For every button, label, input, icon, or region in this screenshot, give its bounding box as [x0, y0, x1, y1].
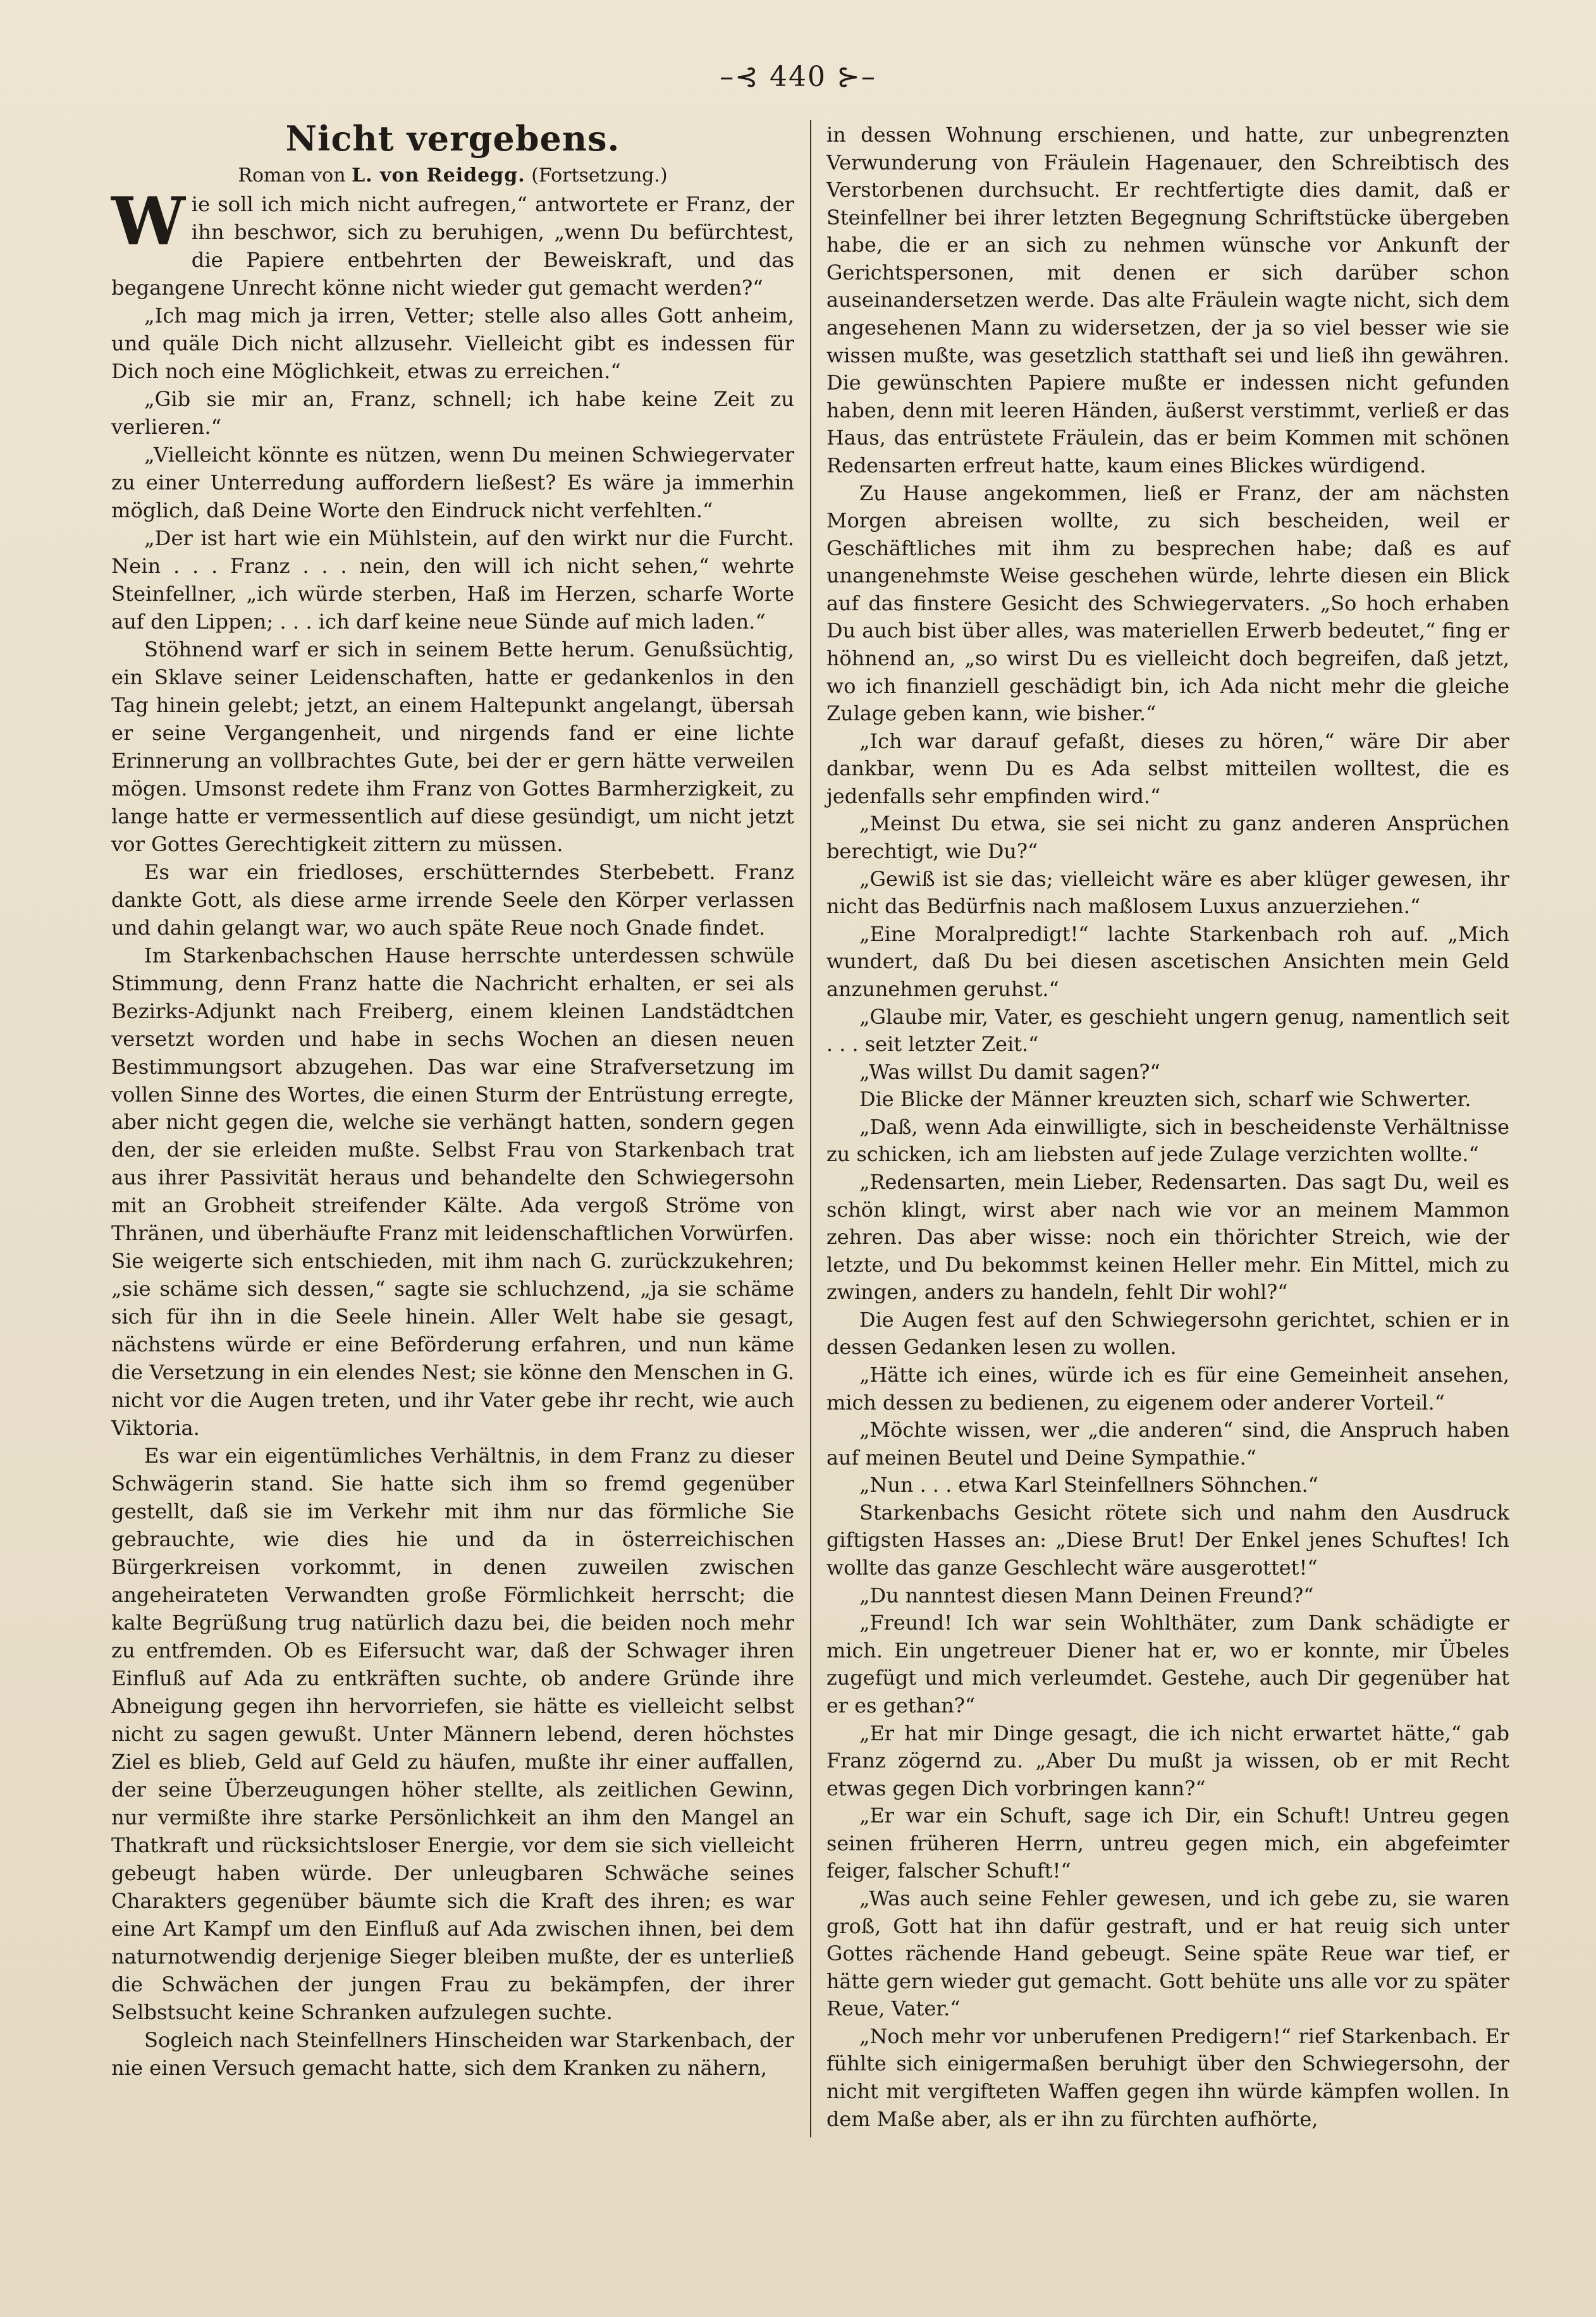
paragraph: „Er hat mir Dinge gesagt, die ich nicht erwartet hätte,“ gab Franz zögernd zu. „Aber Du mußt ja wissen, ob er mit Recht etwas gegen Dich vorbringen kann?“	[826, 1721, 1509, 1800]
article-title: Nicht vergebens.	[285, 118, 620, 159]
left-column	[111, 114, 794, 2082]
right-column	[826, 121, 1509, 2133]
paragraph: Zu Hause angekommen, ließ er Franz, der am nächsten Morgen abreisen wollte, zu sich bescheiden, weil er Geschäftliches mit ihm zu besprechen habe; daß es auf unangenehmste Weise geschehen würde, lehrte diesen ein Blick auf das finstere Gesicht des Schwiegervaters. „So hoch erhaben Du auch bist über alles, was materiellen Erwerb bedeutet,“ fing er höhnend an, „so wirst Du es vielleicht doch begreifen, daß jetzt, wo ich finanziell geschädigt bin, ich Ada nicht mehr die gleiche Zulage geben kann, wie bisher.“	[826, 481, 1509, 726]
paragraph: „Ich war darauf gefaßt, dieses zu hören,“ wäre Dir aber dankbar, wenn Du es Ada selbst mitteilen wolltest, die es jedenfalls sehr empfinden wird.“	[826, 728, 1509, 808]
paragraph: „Was auch seine Fehler gewesen, und ich gebe zu, sie waren groß, Gott hat ihn dafür gestraft, und er hat reuig sich unter Gottes rächende Hand gebeugt. Seine späte Reue war tief, er hätte gern wieder gut gemacht. Gott behüte uns alle vor zu später Reue, Vater.“	[826, 1886, 1509, 2021]
paragraph: „Du nanntest diesen Mann Deinen Freund?“	[859, 1583, 1314, 1607]
paragraph: „Was willst Du damit sagen?“	[859, 1059, 1160, 1084]
paragraph: „Meinst Du etwa, sie sei nicht zu ganz anderen Ansprüchen berechtigt, wie Du?“	[826, 811, 1509, 864]
paragraph: Die Blicke der Männer kreuzten sich, scharf wie Schwerter.	[859, 1087, 1471, 1112]
left-column-body	[111, 302, 794, 2082]
paragraph: „Daß, wenn Ada einwilligte, sich in bescheidenste Verhältnisse zu schicken, ich am liebsten auf jede Zulage verzichten wollte.“	[826, 1114, 1509, 1167]
page-number-ornament-left: –⊰	[720, 61, 770, 93]
paragraph: Starkenbachs Gesicht rötete sich und nahm den Ausdruck giftigsten Hasses an: „Diese Brut! Der Enkel jenes Schuftes! Ich wollte das ganze Geschlecht wäre ausgerottet!“	[826, 1500, 1509, 1580]
paragraph: „Er war ein Schuft, sage ich Dir, ein Schuft! Untreu gegen seinen früheren Herrn, untreu gegen mich, ein abgefeimter feiger, falscher Schuft!“	[826, 1804, 1509, 1883]
paragraph: Stöhnend warf er sich in seinem Bette herum. Genußsüchtig, ein Sklave seiner Leidenschaften, hatte er gedankenlos in den Tag hinein gelebt; jetzt, an einem Haltepunkt angelangt, übersah er seine Vergangenheit, und nirgends fand er eine lichte Erinnerung an vollbrachtes Gute, bei der er gern hätte verweilen mögen. Umsonst redete ihm Franz von Gottes Barmherzigkeit, zu lange hatte er vermessentlich auf diese gesündigt, um nicht jetzt vor Gottes Gerechtigkeit zittern zu müssen.	[111, 637, 794, 856]
paragraph: „Möchte wissen, wer „die anderen“ sind, die Anspruch haben auf meinen Beutel und Deine Sympathie.“	[826, 1418, 1509, 1470]
paragraph: Sogleich nach Steinfellners Hinscheiden war Starkenbach, der nie einen Versuch gemacht hatte, sich dem Kranken zu nähern,	[111, 2027, 794, 2080]
paragraph: „Glaube mir, Vater, es geschieht ungern genug, namentlich seit . . . seit letzter Zeit.“	[826, 1004, 1509, 1057]
paragraph: Die Augen fest auf den Schwiegersohn gerichtet, schien er in dessen Gedanken lesen zu wollen.	[826, 1307, 1509, 1360]
column-divider	[810, 120, 811, 2137]
paragraph: Es war ein friedloses, erschütterndes Sterbebett. Franz dankte Gott, als diese arme irrende Seele den Körper verlassen und dahin gelangt war, wo auch späte Reue noch Gnade findet.	[111, 859, 794, 940]
paragraph: „Hätte ich eines, würde ich es für eine Gemeinheit ansehen, mich dessen zu bedienen, zu eigenem oder anderer Vorteil.“	[826, 1363, 1509, 1415]
paragraph: „Freund! Ich war sein Wohlthäter, zum Dank schädigte er mich. Ein ungetreuer Diener hat er, wo er konnte, mir Übeles zugefügt und mich verleumdet. Gestehe, auch Dir gegenüber hat er es gethan?“	[826, 1611, 1509, 1718]
paragraph: „Gib sie mir an, Franz, schnell; ich habe keine Zeit zu verlieren.“	[111, 386, 794, 439]
byline-continued: (Fortsetzung.)	[531, 164, 668, 187]
byline-prefix: Roman von	[238, 164, 346, 187]
drop-cap: W	[111, 182, 185, 260]
paragraph: Im Starkenbachschen Hause herrschte unterdessen schwüle Stimmung, denn Franz hatte die Nachricht erhalten, er sei als Bezirks-Adjunkt nach Freiberg, einem kleinen Landstädtchen versetzt worden und habe in sechs Wochen an diesen neuen Bestimmungsort abzugehen. Das war eine Strafversetzung im vollen Sinne des Wortes, die einen Sturm der Entrüstung erregte, aber nicht gegen die, welche sie verhängt hatten, sondern gegen den, der sie erleiden mußte. Selbst Frau von Starkenbach trat aus ihrer Passivität heraus und behandelte den Schwiegersohn mit an Grobheit streifender Kälte. Ada vergoß Ströme von Thränen, und überhäufte Franz mit leidenschaftlichen Vorwürfen. Sie weigerte sich entschieden, mit ihm nach G. zurückzukehren; „sie schäme sich dessen,“ sagte sie schluchzend, „ja sie schäme sich für ihn in die Seele hinein. Aller Welt habe sie gesagt, nächstens würde er eine Beförderung erfahren, und nun käme die Versetzung in ein elendes Nest; sie könne den Menschen in G. nicht vor die Augen treten, und ihr Vater gebe ihr recht, wie auch Viktoria.	[111, 943, 794, 1441]
paragraph: „Gewiß ist sie das; vielleicht wäre es aber klüger gewesen, ihr nicht das Bedürfnis nach maßlosem Luxus anzuerziehen.“	[826, 866, 1509, 919]
article-byline	[111, 162, 794, 190]
page-number-ornament-right: ⊱–	[826, 61, 876, 93]
paragraph: „Nun . . . etwa Karl Steinfellners Söhnchen.“	[859, 1473, 1318, 1497]
paragraph: „Ich mag mich ja irren, Vetter; stelle also alles Gott anheim, und quäle Dich nicht allzusehr. Vielleicht gibt es indessen für Dich noch eine Möglichkeit, etwas zu erreichen.“	[111, 303, 794, 383]
paragraph: Es war ein eigentümliches Verhältnis, in dem Franz zu dieser Schwägerin stand. Sie hatte sich ihm so fremd gegenüber gestellt, daß sie im Verkehr mit ihm nur das förmliche Sie gebrauchte, wie dies hie und da in österreichischen Bürgerkreisen vorkommt, in denen zuweilen zwischen angeheirateten Verwandten große Förmlichkeit herrscht; die kalte Begrüßung trug natürlich dazu bei, die beiden noch mehr zu entfremden. Ob es Eifersucht war, daß der Schwager ihren Einfluß auf Ada zu entkräften suchte, ob andere Gründe ihre Abneigung gegen ihn hervorriefen, sie hätte es vielleicht selbst nicht zu sagen gewußt. Unter Männern lebend, deren höchstes Ziel es blieb, Geld auf Geld zu häufen, mußte ihr einer auffallen, der seine Überzeugungen höher stellte, als zeitlichen Gewinn, nur vermißte ihre starke Persönlichkeit an ihm den Mangel an Thatkraft und rücksichtsloser Energie, vor dem sie sich vielleicht gebeugt haben würde. Der unleugbaren Schwäche seines Charakters gegenüber bäumte sich die Kraft des ihren; es war eine Art Kampf um den Einfluß auf Ada zwischen ihnen, bei dem naturnotwendig derjenige Sieger bleiben mußte, der es unterließ die Schwächen der jungen Frau zu bekämpfen, der ihrer Selbstsucht keine Schranken aufzulegen suchte.	[111, 1444, 794, 2024]
page-number-value: 440	[770, 61, 826, 93]
paragraph: in dessen Wohnung erschienen, und hatte, zur unbegrenzten Verwunderung von Fräulein Hagenauer, den Schreibtisch des Verstorbenen durchsucht. Er rechtfertigte dies damit, daß er Steinfellner bei ihrer letzten Begegnung Schriftstücke übergeben habe, die er an sich zu nehmen wünsche vor Ankunft der Gerichtspersonen, mit denen er sich darüber schon auseinandersetzen werde. Das alte Fräulein wagte nicht, sich dem angesehenen Mann zu widersetzen, der ja so viel besser wie sie wissen mußte, was gesetzlich statthaft sei und ließ ihn gewähren. Die gewünschten Papiere mußte er indessen nicht gefunden haben, denn mit leeren Händen, äußerst verstimmt, verließ er das Haus, das entrüstete Fräulein, das er beim Kommen mit schönen Redensarten erfreut hatte, kaum eines Blickes würdigend.	[826, 123, 1509, 477]
byline-author: L. von Reidegg.	[352, 164, 525, 187]
first-paragraph-text: ie soll ich mich nicht aufregen,“ antwortete er Franz, der ihn beschwor, sich zu beruhigen, „wenn Du befürchtest, die Papiere entbehrten der Beweiskraft, und das begangene Unrecht könne nicht wieder gut gemacht werden?“	[111, 192, 794, 300]
paragraph: „Redensarten, mein Lieber, Redensarten. Das sagt Du, weil es schön klingt, wirst aber nach wie vor an meinem Mammon zehren. Das aber wisse: noch ein thörichter Streich, wie der letzte, und Du bekommst keinen Heller mehr. Ein Mittel, mich zu zwingen, anders zu handeln, fehlt Dir wohl?“	[826, 1169, 1509, 1305]
first-paragraph	[111, 182, 794, 302]
paragraph: „Vielleicht könnte es nützen, wenn Du meinen Schwiegervater zu einer Unterredung auffordern ließest? Es wäre ja immerhin möglich, daß Deine Worte den Eindruck nicht verfehlten.“	[111, 442, 794, 522]
paragraph: „Der ist hart wie ein Mühlstein, auf den wirkt nur die Furcht. Nein . . . Franz . . . nein, den will ich nicht sehen,“ wehrte Steinfellner, „ich würde sterben, Haß im Herzen, scharfe Worte auf den Lippen; . . . ich darf keine neue Sünde auf mich laden.“	[111, 525, 794, 634]
paragraph: „Eine Moralpredigt!“ lachte Starkenbach roh auf. „Mich wundert, daß Du bei diesen ascetischen Ansichten mein Geld anzunehmen geruhst.“	[826, 921, 1509, 1001]
paragraph: „Noch mehr vor unberufenen Predigern!“ rief Starkenbach. Er fühlte sich einigermaßen beruhigt über den Schwiegersohn, der nicht mit vergifteten Waffen gegen ihn würde kämpfen wollen. In dem Maße aber, als er ihn zu fürchten aufhörte,	[826, 2024, 1509, 2131]
page-number	[0, 61, 1596, 93]
